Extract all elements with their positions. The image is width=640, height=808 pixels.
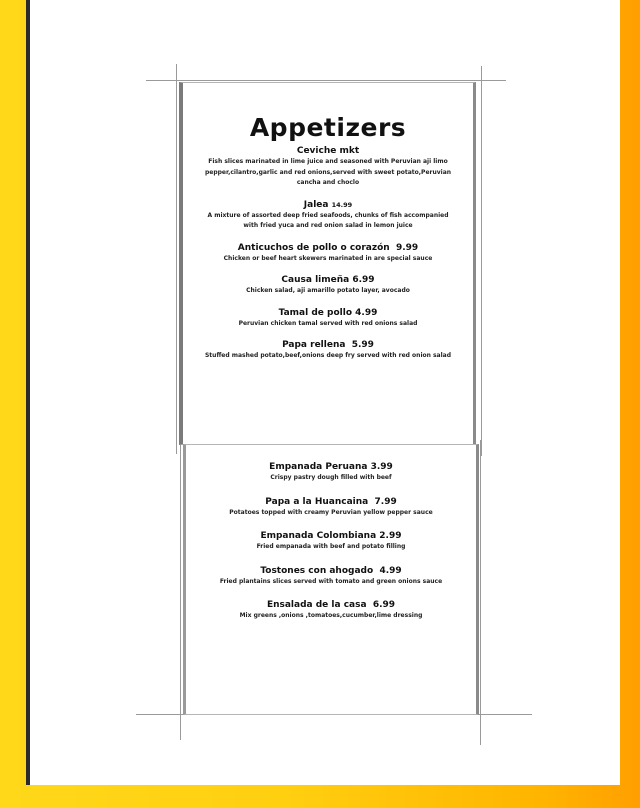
menu-item (201, 339, 455, 362)
item-description: Fried empanada with beef and potato filling (256, 543, 406, 550)
item-price: 4.99 (355, 307, 378, 318)
item-name-row (201, 199, 455, 211)
menu-item (201, 145, 455, 189)
frame-line-right-bottom (480, 440, 481, 745)
item-name: Anticuchos de pollo o corazón (237, 242, 390, 253)
item-name: Tamal de pollo (278, 307, 353, 318)
item-name-row (201, 307, 455, 319)
menu-item (204, 599, 458, 622)
frame-line-right-top (481, 66, 482, 456)
menu-panel-bottom (183, 444, 479, 715)
item-price: 6.99 (352, 275, 375, 285)
menu-item (204, 461, 458, 484)
item-description: A mixture of assorted deep fried seafoods, chunks of fish accompanied with fried yuca and red onion salad in lemon juice (207, 211, 449, 229)
item-description: Fish slices marinated in lime juice and seasoned with Peruvian aji limo pepper,cilantro,garlic and red onions,served with sweet potato,Peruvian cancha and choclo (204, 158, 452, 186)
item-price: 3.99 (370, 462, 393, 472)
item-price: 6.99 (372, 600, 396, 610)
item-description: Peruvian chicken tamal served with red onions salad (238, 319, 418, 327)
item-name: Ceviche mkt (296, 146, 360, 156)
item-description: Chicken or beef heart skewers marinated in are special sauce (223, 254, 433, 262)
item-name: Empanada Colombiana (260, 531, 377, 541)
item-name: Empanada Peruana (269, 462, 368, 472)
item-name: Causa limeña (281, 275, 350, 285)
frame-line-top (146, 80, 506, 81)
item-description: Potatoes topped with creamy Peruvian yellow pepper sauce (229, 508, 433, 516)
item-price: 2.99 (379, 531, 402, 541)
item-description: Chicken salad, aji amarillo potato layer, avocado (246, 287, 410, 294)
item-description: Stuffed mashed potato,beef,onions deep fry served with red onion salad (204, 352, 452, 359)
item-name-row (204, 599, 458, 611)
item-name: Jalea (303, 199, 329, 210)
item-name-row (204, 530, 458, 542)
item-price: 7.99 (374, 496, 397, 507)
menu-item (204, 565, 458, 588)
item-name: Papa rellena (282, 340, 346, 350)
item-name: Ensalada de la casa (266, 600, 367, 610)
bottom-yellow-band (30, 785, 640, 808)
frame-line-left-bottom (180, 440, 181, 740)
item-price: 14.99 (331, 200, 353, 209)
item-name-row (204, 461, 458, 473)
item-price: 4.99 (379, 565, 402, 576)
menu-item (204, 496, 458, 519)
menu-title: Appetizers (249, 113, 407, 142)
menu-item (201, 199, 455, 232)
item-description: Mix greens ,onions ,tomatoes,cucumber,lime dressing (239, 612, 423, 619)
item-name-row (201, 242, 455, 254)
menu-item (204, 530, 458, 553)
item-name: Tostones con ahogado (260, 565, 374, 576)
item-price: 5.99 (351, 340, 374, 350)
item-price: 9.99 (395, 242, 419, 253)
item-description: Crispy pastry dough filled with beef (270, 474, 392, 481)
menu-panel-top (179, 82, 476, 445)
menu-item (201, 242, 455, 265)
item-name-row (201, 339, 455, 351)
item-name-row (204, 496, 458, 508)
menu-item (201, 307, 455, 330)
frame-line-left-top (176, 64, 177, 454)
item-name-row (204, 565, 458, 577)
item-description: Fried plantains slices served with tomato and green onions sauce (219, 577, 443, 585)
item-name: Papa a la Huancaina (265, 496, 369, 507)
item-name-row (201, 274, 455, 286)
menu-item (201, 274, 455, 297)
